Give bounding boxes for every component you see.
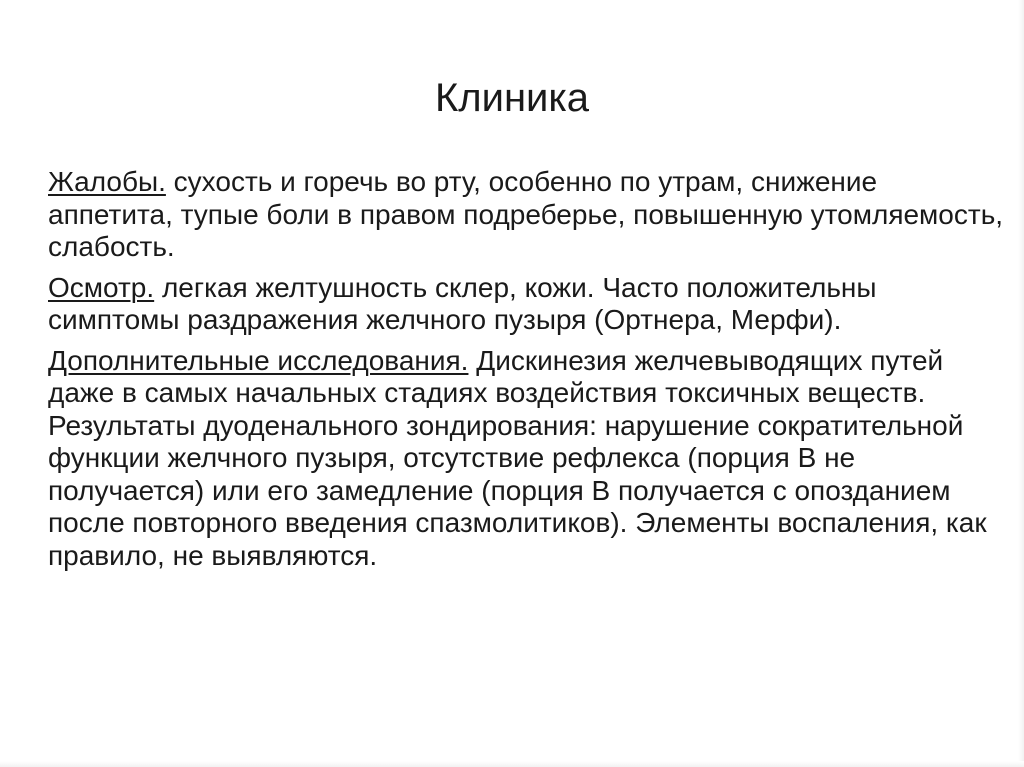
slide-edge-shadow — [1018, 0, 1024, 767]
paragraph-complaints — [48, 166, 1008, 264]
paragraph-additional-studies — [48, 345, 1008, 573]
paragraph-examination — [48, 272, 1008, 337]
complaints-text: сухость и горечь во рту, особенно по утрам, снижение аппетита, тупые боли в правом подреберье, повышенную утомляемость, слабость. — [48, 166, 1004, 262]
examination-text: легкая желтушность склер, кожи. Часто положительны симптомы раздражения желчного пузыря (Ортнера, Мерфи). — [48, 271, 877, 335]
slide-title: Клиника — [434, 76, 590, 120]
additional-studies-label: Дополнительные исследования. — [48, 344, 469, 376]
slide-body — [48, 166, 1008, 580]
additional-studies-text: Дискинезия желчевыводящих путей даже в самых начальных стадиях воздействия токсичных веществ. Результаты дуоденального зондирования: нарушение сократительной функции желчного пузыря, отсутствие рефлекса (порция В не получается) или его замедление (порция В получается с опозданием после повторного введения спазмолитиков). Элементы воспаления, как правило, не выявляются. — [48, 344, 987, 571]
examination-label: Осмотр. — [48, 271, 155, 303]
slide-bottom-shadow — [0, 761, 1024, 767]
complaints-label: Жалобы. — [48, 166, 166, 197]
